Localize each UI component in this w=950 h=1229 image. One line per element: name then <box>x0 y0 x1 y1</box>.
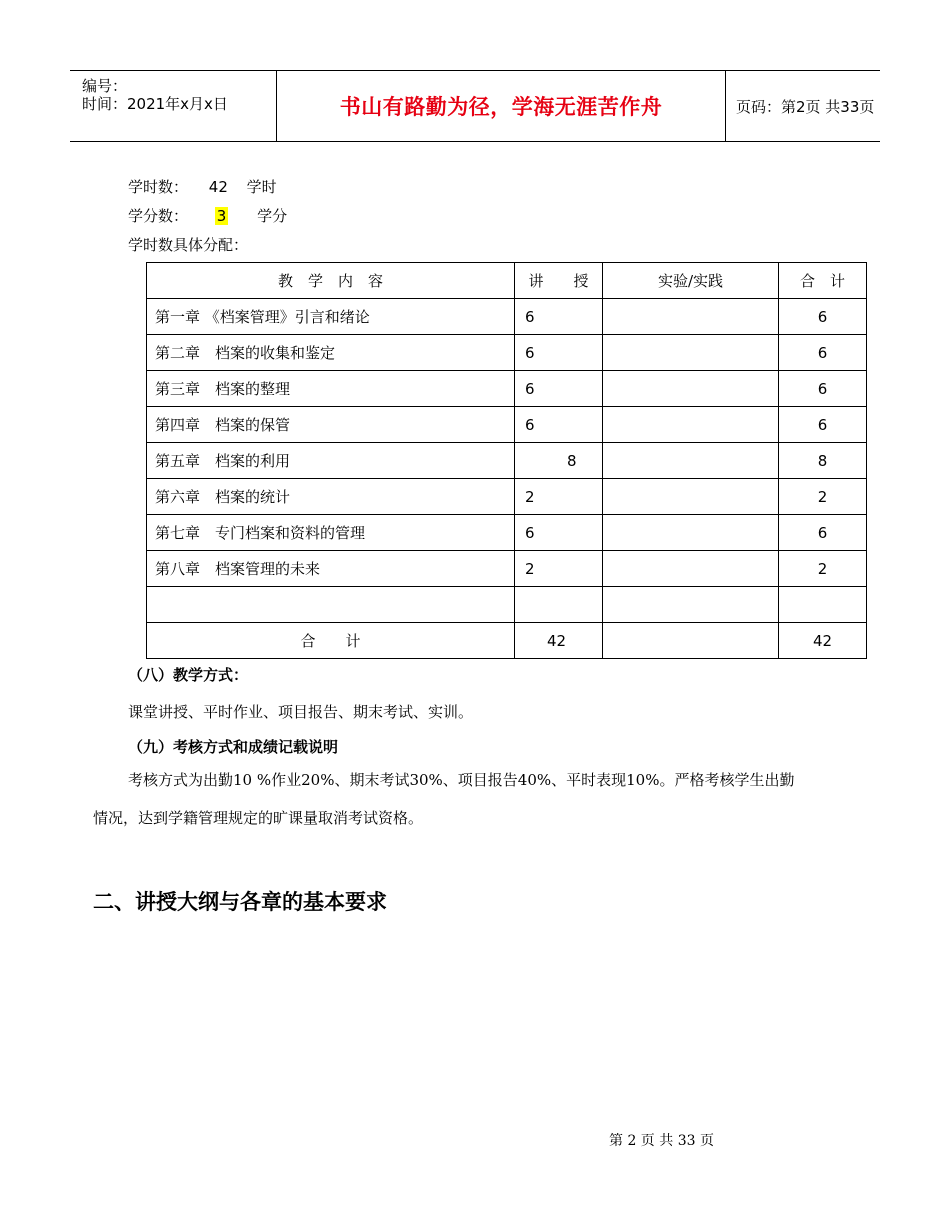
row-content: 第一章 《档案管理》引言和绪论 <box>147 299 515 335</box>
total-lab <box>603 623 779 659</box>
row-lecture: 6 <box>515 407 603 443</box>
allocation-label: 学时数具体分配： <box>128 236 249 254</box>
row-lab <box>603 443 779 479</box>
row-content: 第八章 档案管理的未来 <box>147 551 515 587</box>
row-total: 2 <box>779 479 867 515</box>
table-empty-row <box>147 587 867 623</box>
hours-line <box>128 176 277 197</box>
header-total: 合 计 <box>779 263 867 299</box>
header-left-cell <box>70 71 277 141</box>
total-total: 42 <box>779 623 867 659</box>
page-header <box>70 70 880 142</box>
header-content: 教 学 内 容 <box>147 263 515 299</box>
hours-unit: 学时 <box>246 178 277 196</box>
empty-cell <box>779 587 867 623</box>
section-9-line-2: 情况，达到学籍管理规定的旷课量取消考试资格。 <box>93 809 424 827</box>
credits-label: 学分数： <box>128 207 189 225</box>
section-8-text: 课堂讲授、平时作业、项目报告、期末考试、实训。 <box>128 703 474 721</box>
row-lecture: 6 <box>515 299 603 335</box>
row-total: 6 <box>779 335 867 371</box>
hours-value: 42 <box>208 178 228 196</box>
row-content: 第六章 档案的统计 <box>147 479 515 515</box>
row-lecture: 6 <box>515 371 603 407</box>
document-date-label: 时间：2021年x月x日 <box>82 95 228 113</box>
credits-line <box>128 205 287 226</box>
header-lecture: 讲 授 <box>515 263 603 299</box>
credits-unit: 学分 <box>257 207 288 225</box>
section-8-title: （八）教学方式： <box>128 666 249 684</box>
header-lab: 实验/实践 <box>603 263 779 299</box>
page-footer: 第 2 页 共 33 页 <box>609 1133 714 1149</box>
section-9-line-1: 考核方式为出勤10 %作业20%、期末考试30%、项目报告40%、平时表现10%。严格考核学生出勤 <box>128 771 795 789</box>
table-row <box>147 371 867 407</box>
table-row <box>147 299 867 335</box>
row-lab <box>603 551 779 587</box>
row-total: 8 <box>779 443 867 479</box>
empty-cell <box>147 587 515 623</box>
total-lecture: 42 <box>515 623 603 659</box>
hours-label: 学时数： <box>128 178 189 196</box>
table-row <box>147 551 867 587</box>
row-lab <box>603 479 779 515</box>
row-content: 第四章 档案的保管 <box>147 407 515 443</box>
table-row <box>147 407 867 443</box>
row-lecture: 6 <box>515 515 603 551</box>
row-lab <box>603 371 779 407</box>
table-row <box>147 515 867 551</box>
row-lab <box>603 515 779 551</box>
row-content: 第三章 档案的整理 <box>147 371 515 407</box>
row-total: 6 <box>779 299 867 335</box>
hours-allocation-table <box>146 262 867 659</box>
row-lab <box>603 407 779 443</box>
row-content: 第二章 档案的收集和鉴定 <box>147 335 515 371</box>
table-row <box>147 335 867 371</box>
row-lab <box>603 335 779 371</box>
empty-cell <box>603 587 779 623</box>
row-content: 第五章 档案的利用 <box>147 443 515 479</box>
row-total: 6 <box>779 515 867 551</box>
total-label: 合 计 <box>147 623 515 659</box>
row-lecture: 8 <box>515 443 603 479</box>
header-center-cell <box>277 71 726 141</box>
row-total: 6 <box>779 371 867 407</box>
empty-cell <box>515 587 603 623</box>
row-lecture: 6 <box>515 335 603 371</box>
row-lab <box>603 299 779 335</box>
section-heading: 二、讲授大纲与各章的基本要求 <box>93 889 387 914</box>
row-content: 第七章 专门档案和资料的管理 <box>147 515 515 551</box>
table-total-row <box>147 623 867 659</box>
document-number-label: 编号： <box>82 77 128 95</box>
table-row <box>147 479 867 515</box>
row-lecture: 2 <box>515 479 603 515</box>
header-right-cell <box>726 71 880 141</box>
row-total: 6 <box>779 407 867 443</box>
header-page-number: 页码：第2页 共33页 <box>736 97 875 116</box>
table-header-row <box>147 263 867 299</box>
row-lecture: 2 <box>515 551 603 587</box>
row-total: 2 <box>779 551 867 587</box>
section-9-title: （九）考核方式和成绩记载说明 <box>128 738 339 756</box>
credits-value: 3 <box>216 207 227 225</box>
table-row <box>147 443 867 479</box>
header-motto: 书山有路勤为径，学海无涯苦作舟 <box>339 95 663 119</box>
